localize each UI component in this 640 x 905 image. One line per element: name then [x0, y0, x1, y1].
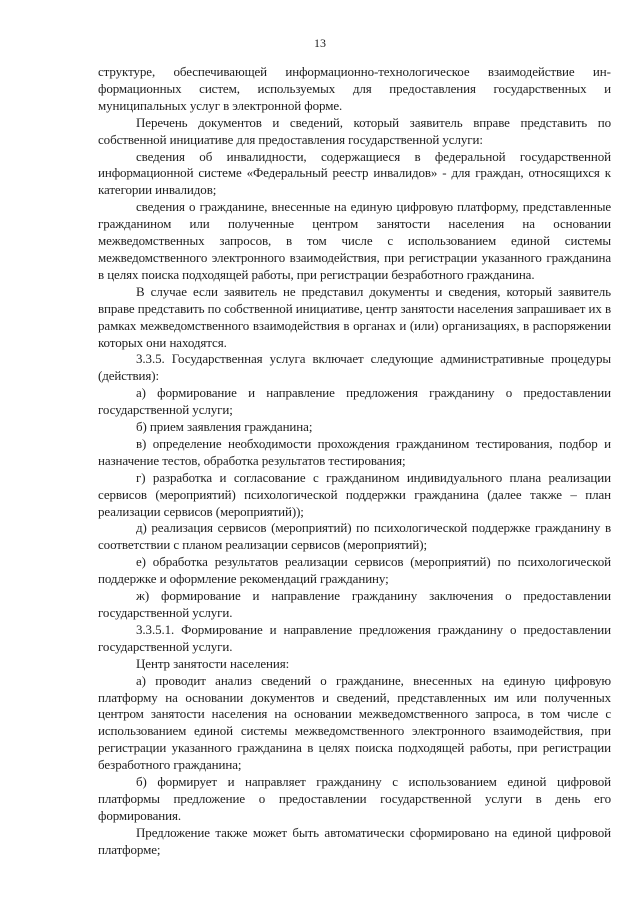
- paragraph-disability-info: сведения об инвалидности, содержащиеся в федеральной государственной информационной системе «Федеральный реестр инвалидов» - для граждан, относящихся к категории инвалидов;: [98, 148, 611, 198]
- list-item-b: б) прием заявления гражданина;: [136, 419, 313, 435]
- paragraph-automatic-offer: Предложение также может быть автоматически сформировано на единой цифровой платформе;: [98, 824, 611, 857]
- paragraph-documents-list-intro: Перечень документов и сведений, который заявитель вправе представить по собственной инициативе для предоставления государственной услуги:: [98, 114, 611, 147]
- paragraph-citizen-info: сведения о гражданине, внесенные на единую цифровую платформу, представленные гражданином или полученные центром занятости населения на основании межведомственных запросов, в том числе с использованием единой системы межведомственного электронного взаимодействия, при регистрации указанного гражданина в целях поиска подходящей работы, при регистрации безработного гражданина.: [98, 199, 611, 282]
- paragraph-section-3-3-5-1: 3.3.5.1. Формирование и направление предложения гражданину о предоставлении государственной услуги.: [98, 621, 611, 654]
- list-item-offer: б) формирует и направляет гражданину с использованием единой цифровой платформы предложение о предоставлении государственной услуги в день его формирования.: [98, 774, 611, 823]
- paragraph-interdepartmental-request: В случае если заявитель не представил документы и сведения, который заявитель вправе представить по собственной инициативе, центр занятости населения запрашивает их в рамках межведомственного взаимодействия в органах и (или) организациях, в распоряжении которых они находятся.: [98, 283, 611, 350]
- page-number: 13: [314, 36, 326, 50]
- list-item-g: г) разработка и согласование с гражданином индивидуального плана реализации сервисов (мероприятий) психологической поддержки гражданина (далее также – план реализации сервисов (мероприятий));: [98, 469, 611, 519]
- paragraph-employment-center: Центр занятости населения:: [136, 655, 290, 671]
- paragraph-section-3-3-5: 3.3.5. Государственная услуга включает следующие административные процедуры (действия):: [98, 351, 611, 384]
- list-item-v: в) определение необходимости прохождения гражданином тестирования, подбор и назначение тестов, обработка результатов тестирования;: [98, 435, 611, 468]
- document-body: [98, 64, 611, 859]
- list-item-e: е) обработка результатов реализации сервисов (мероприятий) по психологической поддержке и оформление рекомендаций гражданину;: [98, 554, 611, 587]
- list-item-a: а) формирование и направление предложения гражданину о предоставлении государственной услуги;: [98, 385, 611, 418]
- paragraph-continuation: структуре, обеспечивающей информационно-технологическое взаимодействие информационных систем, используемых для предоставления государственных и муниципальных услуг в электронной форме.: [98, 64, 611, 113]
- list-item-d: д) реализация сервисов (мероприятий) по психологической поддержке гражданину в соответствии с планом реализации сервисов (мероприятий);: [98, 520, 611, 553]
- list-item-analysis: а) проводит анализ сведений о гражданине, внесенных на единую цифровую платформу на основании документов и сведений, представленных им или полученных центром занятости населения на основании межведомственного запроса, в том числе с использованием единой системы межведомственного электронного взаимодействия, при регистрации указанного гражданина в целях поиска подходящей работы, при регистрации безработного гражданина;: [98, 672, 611, 773]
- list-item-zh: ж) формирование и направление гражданину заключения о предоставлении государственной услуги.: [98, 588, 611, 620]
